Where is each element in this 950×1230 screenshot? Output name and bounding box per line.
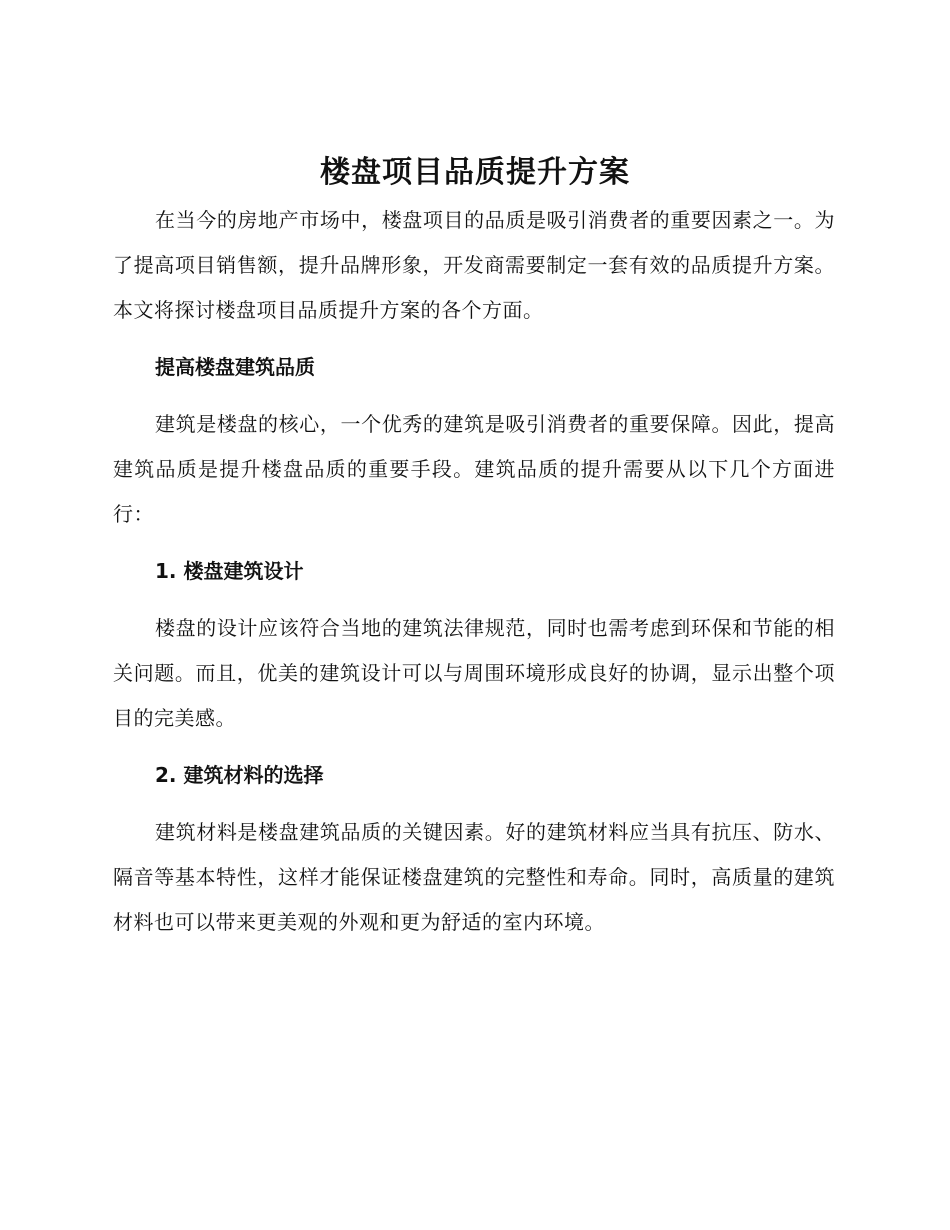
paragraph-material-selection: 建筑材料是楼盘建筑品质的关键因素。好的建筑材料应当具有抗压、防水、隔音等基本特性，这样才能保证楼盘建筑的完整性和寿命。同时，高质量的建筑材料也可以带来更美观的外观和更为舒适的室内环境。: [113, 820, 835, 934]
document-body: [113, 198, 835, 945]
section-heading-building-quality: 提高楼盘建筑品质: [155, 355, 315, 379]
section-paragraph-building-quality: 建筑是楼盘的核心，一个优秀的建筑是吸引消费者的重要保障。因此，提高建筑品质是提升楼盘品质的重要手段。建筑品质的提升需要从以下几个方面进行：: [113, 412, 835, 526]
intro-paragraph: 在当今的房地产市场中，楼盘项目的品质是吸引消费者的重要因素之一。为了提高项目销售额，提升品牌形象，开发商需要制定一套有效的品质提升方案。本文将探讨楼盘项目品质提升方案的各个方面。: [113, 208, 835, 322]
paragraph-building-design: 楼盘的设计应该符合当地的建筑法律规范，同时也需考虑到环保和节能的相关问题。而且，优美的建筑设计可以与周围环境形成良好的协调，显示出整个项目的完美感。: [113, 616, 835, 730]
document-title: 楼盘项目品质提升方案: [320, 155, 630, 190]
subheading-material-selection: 2. 建筑材料的选择: [155, 763, 324, 787]
subheading-building-design: 1. 楼盘建筑设计: [155, 559, 304, 583]
